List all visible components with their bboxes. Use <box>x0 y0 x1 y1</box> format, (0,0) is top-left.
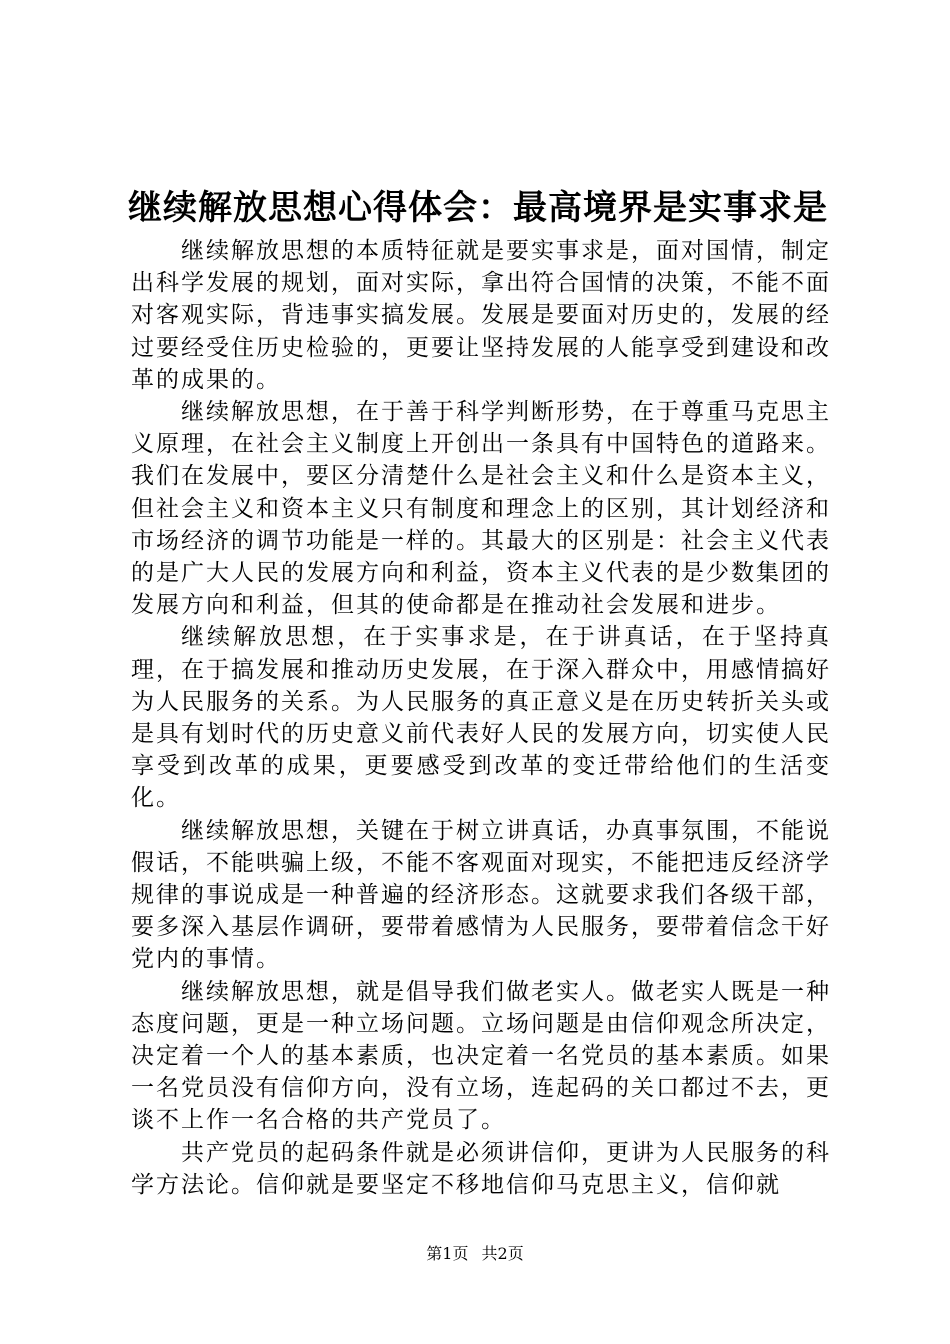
document-body <box>131 235 831 1201</box>
document-title: 继续解放思想心得体会：最高境界是实事求是 <box>128 188 828 228</box>
paragraph: 继续解放思想，在于实事求是，在于讲真话，在于坚持真理，在于搞发展和推动历史发展，在于深入群众中，用感情搞好为人民服务的关系。为人民服务的真正意义是在历史转折关头或是具有划时代的历史意义前代表好人民的发展方向，切实使人民享受到改革的成果，更要感受到改革的变迁带给他们的生活变化。 <box>131 624 831 812</box>
paragraph: 继续解放思想的本质特征就是要实事求是，面对国情，制定出科学发展的规划，面对实际，拿出符合国情的决策，不能不面对客观实际，背违事实搞发展。发展是要面对历史的，发展的经过要经受住历史检验的，更要让坚持发展的人能享受到建设和改革的成果的。 <box>131 238 831 393</box>
page-total: 共2页 <box>481 1244 524 1263</box>
paragraph: 继续解放思想，在于善于科学判断形势，在于尊重马克思主义原理，在社会主义制度上开创出一条具有中国特色的道路来。我们在发展中，要区分清楚什么是社会主义和什么是资本主义，但社会主义和资本主义只有制度和理念上的区别，其计划经济和市场经济的调节功能是一样的。其最大的区别是：社会主义代表的是广大人民的发展方向和利益，资本主义代表的是少数集团的发展方向和利益，但其的使命都是在推动社会发展和进步。 <box>131 399 831 619</box>
page-footer <box>0 1243 950 1265</box>
paragraph: 继续解放思想，就是倡导我们做老实人。做老实人既是一种态度问题，更是一种立场问题。立场问题是由信仰观念所决定，决定着一个人的基本素质，也决定着一名党员的基本素质。如果一名党员没有信仰方向，没有立场，连起码的关口都过不去，更谈不上作一名合格的共产党员了。 <box>131 978 831 1134</box>
paragraph: 共产党员的起码条件就是必须讲信仰，更讲为人民服务的科学方法论。信仰就是要坚定不移地信仰马克思主义，信仰就 <box>131 1139 831 1198</box>
page-number: 第1页 <box>426 1244 469 1263</box>
paragraph: 继续解放思想，关键在于树立讲真话，办真事氛围，不能说假话，不能哄骗上级，不能不客观面对现实，不能把违反经济学规律的事说成是一种普遍的经济形态。这就要求我们各级干部，要多深入基层作调研，要带着感情为人民服务，要带着信念干好党内的事情。 <box>131 817 831 973</box>
